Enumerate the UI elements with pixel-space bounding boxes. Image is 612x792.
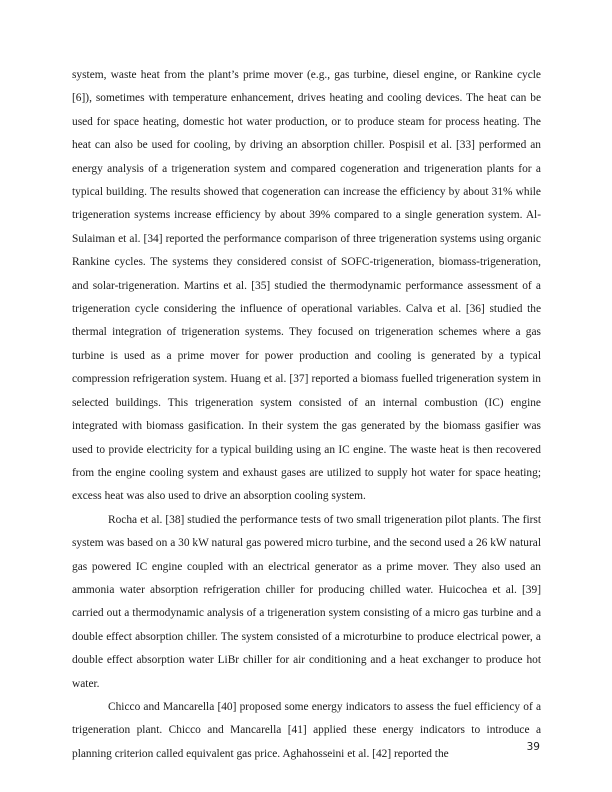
paragraph-3: Chicco and Mancarella [40] proposed some energy indicators to assess the fuel efficiency of a trigeneration plant. Chicco and Mancarella [41] applied these energy indicators to introduce a planning criterion called equivalent gas price. Aghahosseini et al. [42] reported the: [72, 700, 541, 760]
page-number: 39: [526, 741, 540, 753]
paragraph-2: Rocha et al. [38] studied the performance tests of two small trigeneration pilot plants. The first system was based on a 30 kW natural gas powered micro turbine, and the second used a 26 kW natural gas powered IC engine coupled with an electrical generator as a prime mover. They also used an ammonia water absorption refrigeration chiller for producing chilled water. Huicochea et al. [39] carried out a thermodynamic analysis of a trigeneration system consisting of a micro gas turbine and a double effect absorption chiller. The system consisted of a microturbine to produce electrical power, a double effect absorption water LiBr chiller for air conditioning and a heat exchanger to produce hot water.: [72, 513, 541, 690]
body-text: [72, 64, 541, 766]
paragraph-1: system, waste heat from the plant’s prime mover (e.g., gas turbine, diesel engine, or Rankine cycle [6]), sometimes with temperature enhancement, drives heating and cooling devices. The heat can be used for space heating, domestic hot water production, or to produce steam for process heating. The heat can also be used for cooling, by driving an absorption chiller. Pospisil et al. [33] performed an energy analysis of a trigeneration system and compared cogeneration and trigeneration plants for a typical building. The results showed that cogeneration can increase the efficiency by about 31% while trigeneration systems increase efficiency by about 39% compared to a single generation system. Al-Sulaiman et al. [34] reported the performance comparison of three trigeneration systems using organic Rankine cycles. The systems they considered consist of SOFC-trigeneration, biomass-trigeneration, and solar-trigeneration. Martins et al. [35] studied the thermodynamic performance assessment of a trigeneration cycle considering the influence of operational variables. Calva et al. [36] studied the thermal integration of trigeneration systems. They focused on trigeneration schemes where a gas turbine is used as a prime mover for power production and cooling is generated by a typical compression refrigeration system. Huang et al. [37] reported a biomass fuelled trigeneration system in selected buildings. This trigeneration system consisted of an internal combustion (IC) engine integrated with biomass gasification. In their system the gas generated by the biomass gasifier was used to provide electricity for a typical building using an IC engine. The waste heat is then recovered from the engine cooling system and exhaust gases are utilized to supply hot water for space heating; excess heat was also used to drive an absorption cooling system.: [72, 69, 541, 503]
